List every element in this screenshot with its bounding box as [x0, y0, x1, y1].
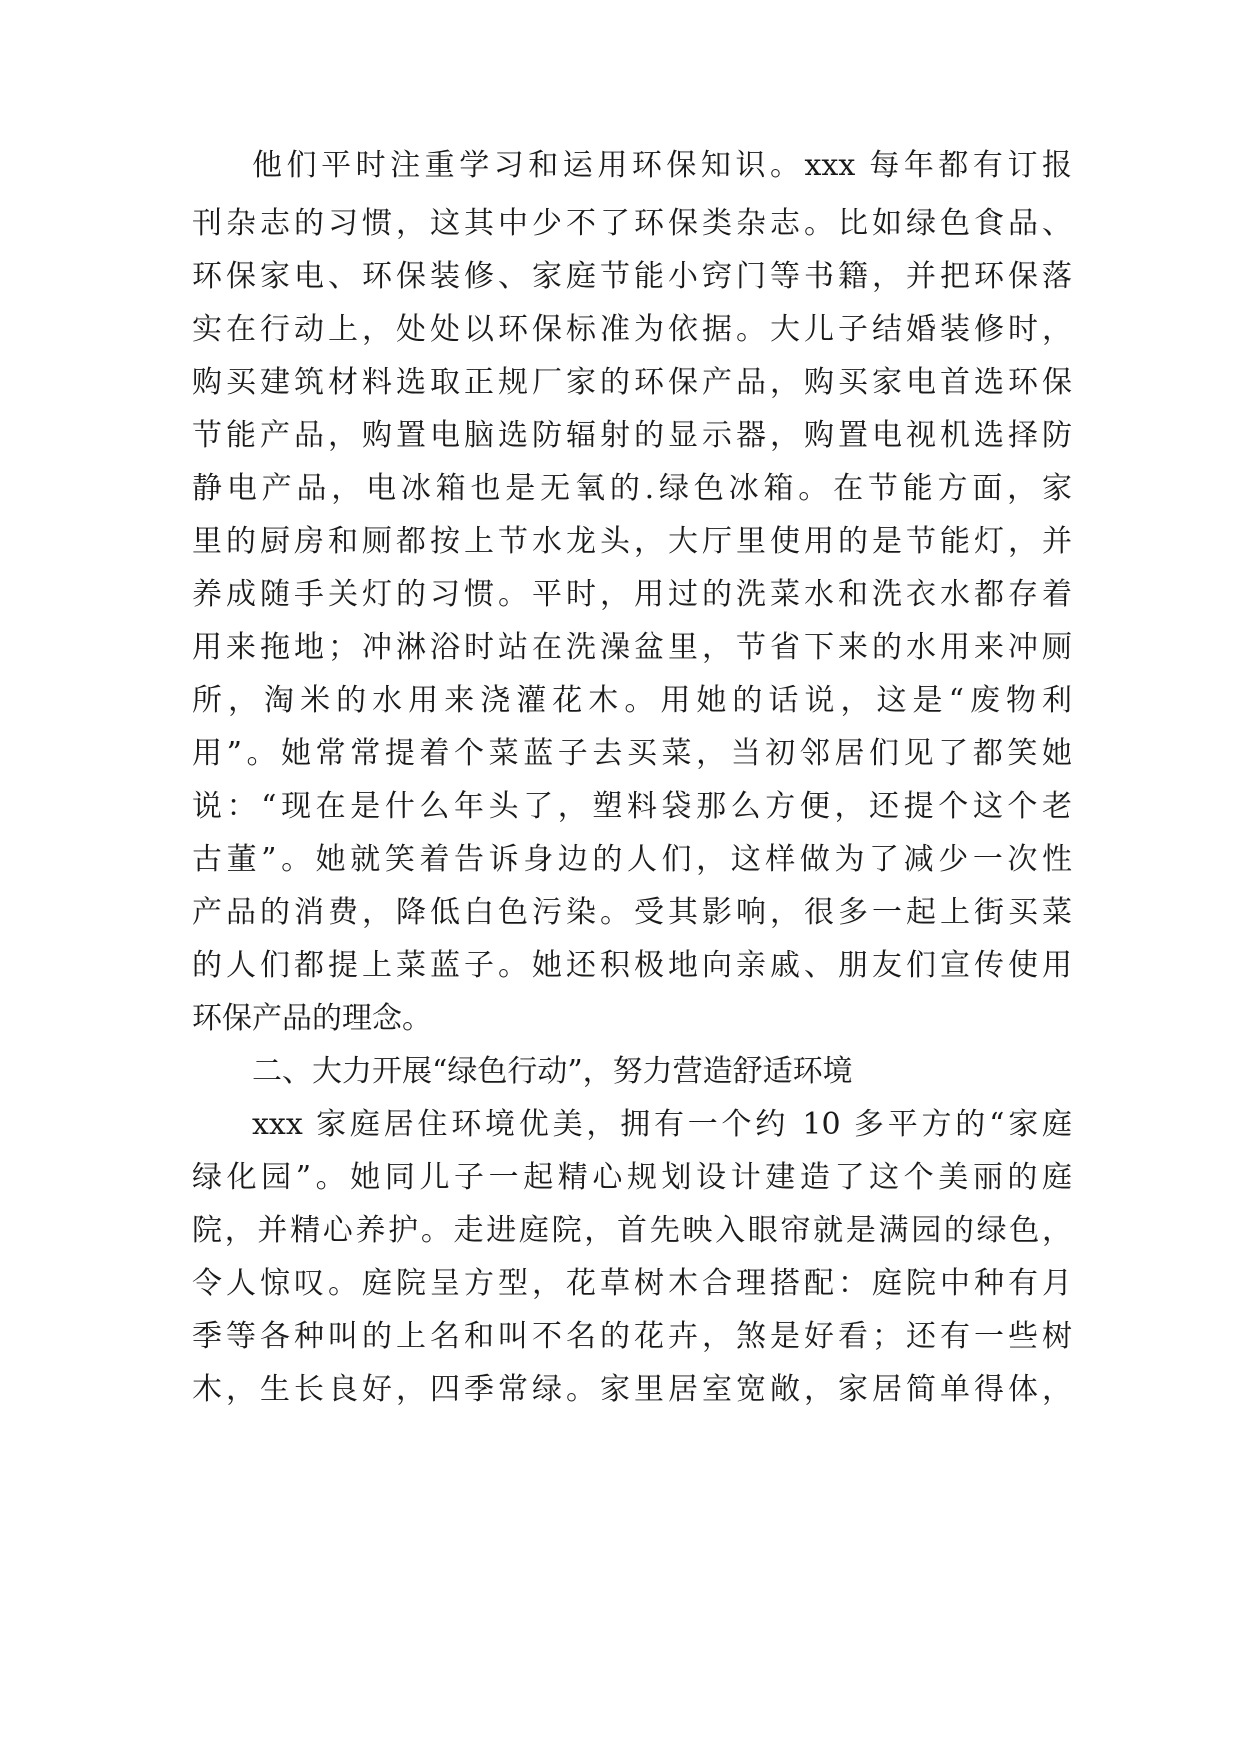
paragraph-1-line: 静电产品，电冰箱也是无氧的.绿色冰箱。在节能方面，家	[192, 471, 1072, 506]
paragraph-1-line: 说：“现在是什么年头了，塑料袋那么方便，还提个这个老	[192, 789, 1072, 824]
paragraph-1-line: 节能产品，购置电脑选防辐射的显示器，购置电视机选择防	[192, 418, 1072, 453]
paragraph-1-line: 养成随手关灯的习惯。平时，用过的洗菜水和洗衣水都存着	[192, 577, 1072, 612]
paragraph-1-line: 用来拖地；冲淋浴时站在洗澡盆里，节省下来的水用来冲厕	[192, 630, 1072, 665]
paragraph-1-line: 他们平时注重学习和运用环保知识。xxx 每年都有订报	[252, 148, 1072, 183]
paragraph-2-line: 院，并精心养护。走进庭院，首先映入眼帘就是满园的绿色，	[192, 1213, 1072, 1248]
paragraph-1-line: 古董”。她就笑着告诉身边的人们，这样做为了减少一次性	[192, 842, 1072, 877]
paragraph-2-line: 令人惊叹。庭院呈方型，花草树木合理搭配：庭院中种有月	[192, 1266, 1072, 1301]
paragraph-1-line: 用”。她常常提着个菜蓝子去买菜，当初邻居们见了都笑她	[192, 736, 1072, 771]
paragraph-1-line: 的人们都提上菜蓝子。她还积极地向亲戚、朋友们宣传使用	[192, 948, 1072, 983]
paragraph-1-line: 环保家电、环保装修、家庭节能小窍门等书籍，并把环保落	[192, 259, 1072, 294]
paragraph-1-line: 实在行动上，处处以环保标准为依据。大儿子结婚装修时，	[192, 312, 1072, 347]
paragraph-1-line: 刊杂志的习惯，这其中少不了环保类杂志。比如绿色食品、	[192, 206, 1072, 241]
section-heading: 二、大力开展“绿色行动”，努力营造舒适环境	[252, 1054, 853, 1089]
paragraph-1-line: 产品的消费，降低白色污染。受其影响，很多一起上街买菜	[192, 895, 1072, 930]
paragraph-1-line: 所，淘米的水用来浇灌花木。用她的话说，这是“废物利	[192, 683, 1072, 718]
paragraph-2-line: xxx 家庭居住环境优美，拥有一个约 10 多平方的“家庭	[252, 1107, 1072, 1142]
paragraph-1-line: 里的厨房和厕都按上节水龙头，大厅里使用的是节能灯，并	[192, 524, 1072, 559]
paragraph-1-line: 购买建筑材料选取正规厂家的环保产品，购买家电首选环保	[192, 365, 1072, 400]
paragraph-2-line: 季等各种叫的上名和叫不名的花卉，煞是好看；还有一些树	[192, 1319, 1072, 1354]
paragraph-2-line: 绿化园”。她同儿子一起精心规划设计建造了这个美丽的庭	[192, 1160, 1072, 1195]
paragraph-1-line: 环保产品的理念。	[192, 1001, 432, 1036]
paragraph-2-line: 木，生长良好，四季常绿。家里居室宽敞，家居简单得体，	[192, 1372, 1072, 1407]
